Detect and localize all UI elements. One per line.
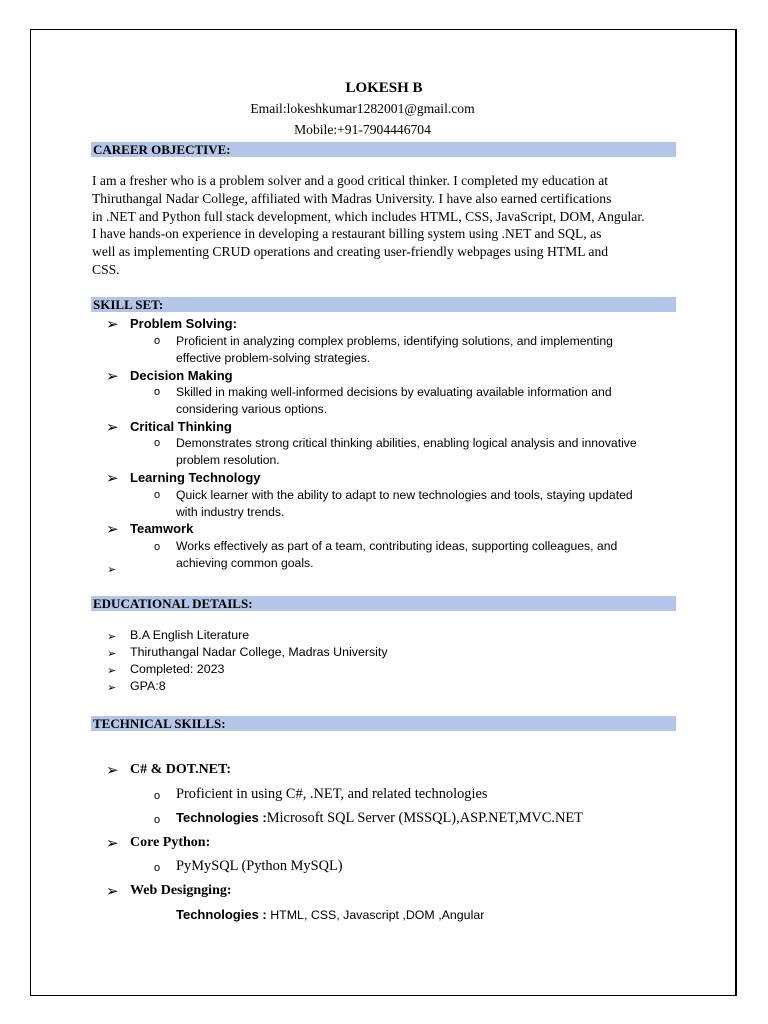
tech-label: Technologies : <box>176 907 267 922</box>
arrow-bullet-icon: ➢ <box>107 630 117 643</box>
skill-title: Learning Technology <box>130 470 261 485</box>
skill-description <box>176 487 676 521</box>
objective-line: I have hands-on experience in developing a restaurant billing system using .NET and SQL, as <box>92 226 602 242</box>
circle-bullet-icon: o <box>154 790 161 802</box>
circle-bullet-icon: o <box>154 386 161 398</box>
circle-bullet-icon: o <box>154 437 161 449</box>
arrow-bullet-icon: ➢ <box>106 315 119 333</box>
objective-line: in .NET and Python full stack development, which includes HTML, CSS, JavaScript, DOM, Angular. <box>92 208 645 224</box>
career-objective-heading-text: CAREER OBJECTIVE: <box>93 142 231 157</box>
tech-label: Technologies : <box>176 810 267 825</box>
educational-details-heading-text: EDUCATIONAL DETAILS: <box>93 596 253 611</box>
arrow-bullet-icon: ➢ <box>107 664 117 677</box>
skill-desc-line: achieving common goals. <box>176 556 314 570</box>
skill-title: Teamwork <box>130 521 194 536</box>
skill-set-heading-text: SKILL SET: <box>93 297 164 312</box>
skill-desc-line: Skilled in making well-informed decisions by evaluating available information and <box>176 385 612 399</box>
education-item: Completed: 2023 <box>130 662 225 676</box>
circle-bullet-icon: o <box>154 335 161 347</box>
skill-desc-line: effective problem-solving strategies. <box>176 351 371 365</box>
technical-skills-heading <box>91 716 676 731</box>
technical-skills-heading-text: TECHNICAL SKILLS: <box>93 716 226 731</box>
objective-line: well as implementing CRUD operations and creating user-friendly webpages using HTML and <box>92 244 609 260</box>
candidate-name: LOKESH B <box>345 80 423 96</box>
objective-line: I am a fresher who is a problem solver and a good critical thinker. I completed my education at <box>92 173 609 188</box>
tech-skill-item: PyMySQL (Python MySQL) <box>176 858 343 874</box>
arrow-bullet-icon: ➢ <box>107 681 117 694</box>
tech-skill-title: Core Python: <box>130 835 211 850</box>
skill-description <box>176 384 676 418</box>
objective-line: Thiruthangal Nadar College, affiliated with Madras University. I have also earned certifications <box>92 190 612 206</box>
tech-skill-item <box>176 907 484 924</box>
circle-bullet-icon: o <box>154 541 161 553</box>
tech-skill-item: Proficient in using C#, .NET, and related technologies <box>176 786 488 802</box>
tech-value: Microsoft SQL Server (MSSQL),ASP.NET,MVC.NET <box>266 810 583 826</box>
career-objective-heading <box>91 142 676 157</box>
education-item: GPA:8 <box>130 679 166 693</box>
arrow-bullet-icon: ➢ <box>106 834 119 852</box>
skill-desc-line: Works effectively as part of a team, contributing ideas, supporting colleagues, and <box>176 539 618 553</box>
career-objective-text <box>92 172 682 279</box>
arrow-bullet-icon: ➢ <box>106 469 119 487</box>
arrow-bullet-icon: ➢ <box>107 647 117 660</box>
skill-description <box>176 435 676 469</box>
arrow-bullet-icon: ➢ <box>107 563 117 576</box>
education-item: B.A English Literature <box>130 628 250 642</box>
skill-desc-line: Demonstrates strong critical thinking abilities, enabling logical analysis and innovative <box>176 436 637 450</box>
skill-description <box>176 333 676 367</box>
circle-bullet-icon: o <box>154 489 161 501</box>
skill-description <box>176 538 676 572</box>
mobile-line: Mobile:+91-7904446704 <box>294 122 431 137</box>
skill-set-heading <box>91 297 676 312</box>
educational-details-heading <box>91 596 676 611</box>
arrow-bullet-icon: ➢ <box>106 367 119 385</box>
skill-desc-line: problem resolution. <box>176 453 280 467</box>
skill-desc-line: with industry trends. <box>176 505 285 519</box>
skill-title: Problem Solving: <box>130 316 237 331</box>
skill-title: Critical Thinking <box>130 419 232 434</box>
tech-value: HTML, CSS, Javascript ,DOM ,Angular <box>266 908 485 922</box>
tech-skill-title: Web Designging: <box>130 883 232 898</box>
tech-skill-title: C# & DOT.NET: <box>130 762 231 777</box>
circle-bullet-icon: o <box>154 814 161 826</box>
circle-bullet-icon: o <box>154 862 161 874</box>
education-item: Thiruthangal Nadar College, Madras University <box>130 645 388 659</box>
arrow-bullet-icon: ➢ <box>106 882 119 900</box>
skill-desc-line: Proficient in analyzing complex problems, identifying solutions, and implementing <box>176 334 613 348</box>
skill-desc-line: Quick learner with the ability to adapt to new technologies and tools, staying updated <box>176 488 633 502</box>
objective-line: CSS. <box>92 261 120 277</box>
tech-skill-item <box>176 810 583 827</box>
skill-title: Decision Making <box>130 368 233 383</box>
arrow-bullet-icon: ➢ <box>106 761 119 779</box>
skill-desc-line: considering various options. <box>176 402 328 416</box>
arrow-bullet-icon: ➢ <box>106 520 119 538</box>
email-line: Email:lokeshkumar1282001@gmail.com <box>250 101 475 116</box>
arrow-bullet-icon: ➢ <box>106 418 119 436</box>
